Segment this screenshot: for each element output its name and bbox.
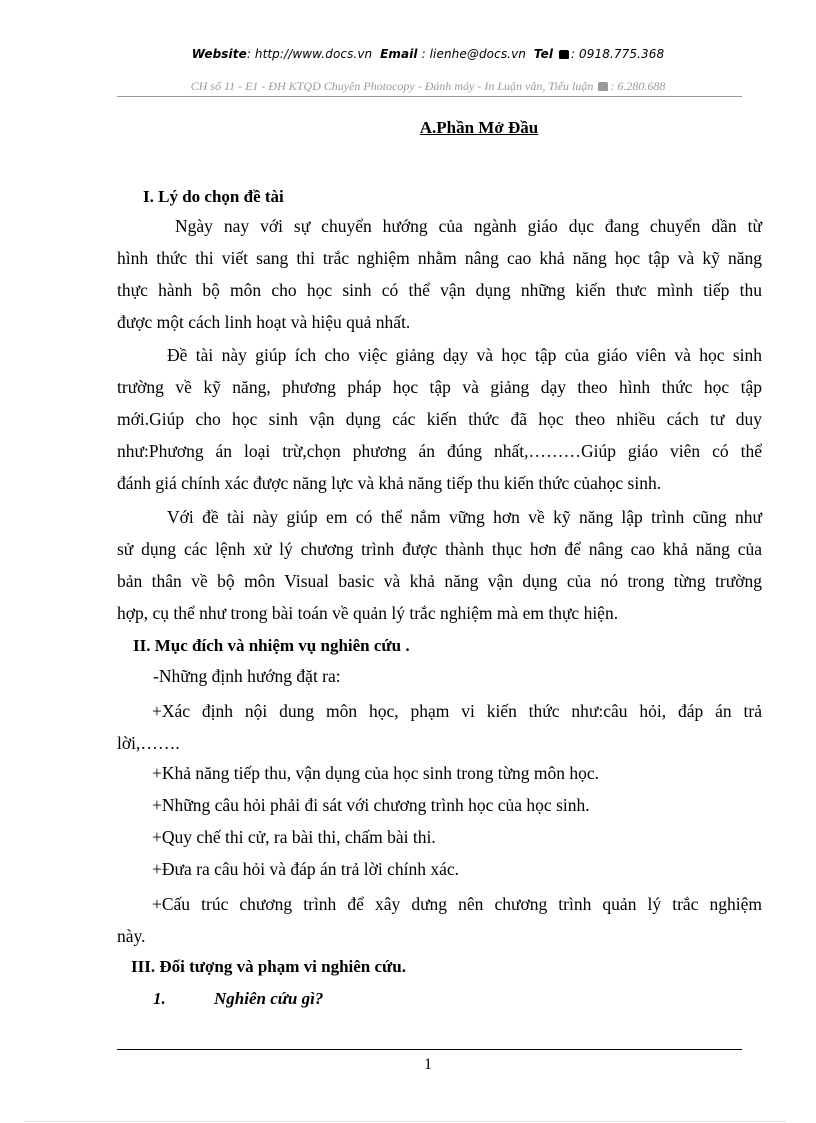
paragraph-line: hợp, cụ thể như trong bài toán về quản lý trắc nghiệm mà em thực hiện. xyxy=(117,603,619,623)
shop-phone: : 6.280.688 xyxy=(610,79,666,93)
website-label: Website xyxy=(191,47,247,61)
list-intro: -Những định hướng đặt ra: xyxy=(153,666,341,686)
list-item: +Đưa ra câu hỏi và đáp án trả lời chính xác. xyxy=(152,859,460,879)
paragraph-line: sử dụng các lệnh xử lý chương trình được thành thục hơn để nâng cao khả năng của xyxy=(117,539,762,559)
paragraph-line: thực hành bộ môn cho học sinh có thể vận dụng những kiến thưc mình tiếp thu xyxy=(117,280,762,300)
paragraph-2 xyxy=(117,339,762,499)
list-item-line: này. xyxy=(117,926,146,946)
paragraph-3 xyxy=(117,501,762,629)
page-title: A.Phần Mở Đầu xyxy=(419,118,539,137)
telephone-icon xyxy=(598,82,608,91)
page-edge xyxy=(25,1121,785,1122)
list-item xyxy=(117,695,762,759)
paragraph-1 xyxy=(117,210,762,338)
email-label: Email xyxy=(380,47,418,61)
paragraph-line: được một cách linh hoạt và hiệu quả nhất. xyxy=(117,312,411,332)
website-value: : http://www.docs.vn xyxy=(246,47,373,61)
telephone-icon xyxy=(559,50,569,59)
section-heading-2: II. Mục đích và nhiệm vụ nghiên cứu . xyxy=(133,636,410,655)
list-item-line: +Cấu trúc chương trình để xây dưng nên chương trình quản lý trắc nghiệm xyxy=(152,894,762,914)
tel-value: : 0918.775.368 xyxy=(570,47,665,61)
list-item-line: +Xác định nội dung môn học, phạm vi kiến thức như:câu hỏi, đáp án trả xyxy=(152,701,762,721)
shop-address: CH số 11 - E1 - ĐH KTQD Chuyên Photocopy - Đánh máy - In Luận văn, Tiểu luận xyxy=(190,79,594,93)
list-item: +Quy chế thi cử, ra bài thi, chấm bài thi. xyxy=(152,827,436,847)
list-item-line: lời,……. xyxy=(117,733,180,753)
footer-divider xyxy=(117,1049,742,1050)
header-divider xyxy=(117,96,742,97)
header-contact-line xyxy=(0,47,816,61)
paragraph-line: như:Phương án loại trừ,chọn phương án đúng nhất,………Giúp giáo viên có thể xyxy=(117,441,762,461)
list-item: +Khả năng tiếp thu, vận dụng của học sinh trong từng môn học. xyxy=(152,763,600,783)
paragraph-line: Đề tài này giúp ích cho việc giảng dạy và học tập của giáo viên và học sinh xyxy=(167,345,762,365)
section-heading-3: III. Đối tượng và phạm vi nghiên cứu. xyxy=(131,957,406,976)
paragraph-line: đánh giá chính xác được năng lực và khả năng tiếp thu kiến thức củahọc sinh. xyxy=(117,473,662,493)
page-number: 1 xyxy=(424,1056,432,1073)
list-item xyxy=(117,888,762,952)
subsection-title: Nghiên cứu gì? xyxy=(214,989,324,1008)
tel-label: Tel xyxy=(533,47,554,61)
header-shop-line xyxy=(0,79,816,94)
email-value: : lienhe@docs.vn xyxy=(421,47,526,61)
paragraph-line: mới.Giúp cho học sinh vận dụng các kiến thức đã học theo nhiều cách tư duy xyxy=(117,409,762,429)
list-item: +Những câu hỏi phải đi sát với chương trình học của học sinh. xyxy=(152,795,590,815)
paragraph-line: bản thân về bộ môn Visual basic và khả năng vận dụng của nó trong từng trường xyxy=(117,571,762,591)
paragraph-line: Với đề tài này giúp em có thể nắm vững hơn về kỹ năng lập trình cũng như xyxy=(167,507,762,527)
paragraph-line: trường về kỹ năng, phương pháp học tập và giảng dạy theo hình thức học tập xyxy=(117,377,762,397)
subsection-number: 1. xyxy=(153,989,166,1008)
paragraph-line: hình thức thi viết sang thi trắc nghiệm nhằm nâng cao khả năng học tập và kỹ năng xyxy=(117,248,762,268)
paragraph-line: Ngày nay với sự chuyển hướng của ngành giáo dục đang chuyển dần từ xyxy=(175,216,762,236)
section-heading-1: I. Lý do chọn đề tài xyxy=(143,187,284,206)
